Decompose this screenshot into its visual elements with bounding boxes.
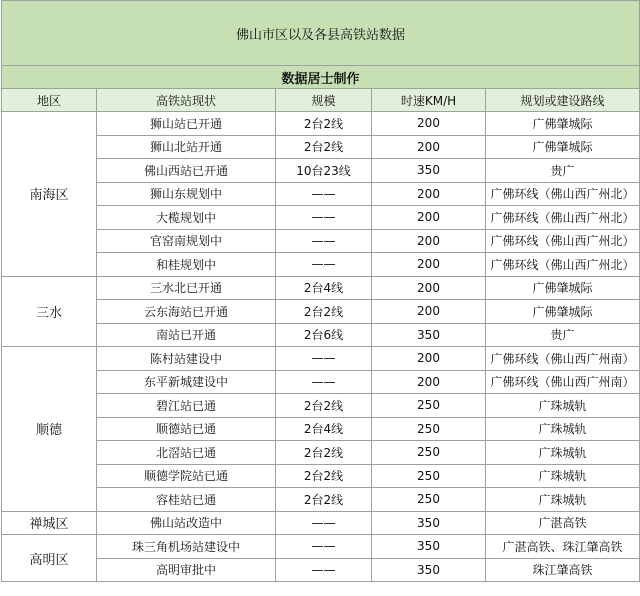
scale-cell: 2台2线 — [276, 135, 372, 159]
scale-cell: —— — [276, 206, 372, 230]
station-cell: 和桂规划中 — [97, 253, 276, 277]
route-cell: 广珠城轨 — [486, 417, 640, 441]
header-row — [2, 89, 640, 112]
speed-cell: 350 — [372, 159, 486, 183]
speed-cell: 250 — [372, 417, 486, 441]
station-cell: 狮山站已开通 — [97, 112, 276, 136]
scale-cell: —— — [276, 253, 372, 277]
table-row — [2, 253, 640, 277]
table-subtitle: 数据居士制作 — [2, 66, 640, 89]
route-cell: 广湛高铁 — [486, 511, 640, 535]
speed-cell: 200 — [372, 253, 486, 277]
table-row — [2, 135, 640, 159]
speed-cell: 200 — [372, 135, 486, 159]
scale-cell: 2台4线 — [276, 276, 372, 300]
table-row — [2, 441, 640, 465]
station-cell: 顺德学院站已通 — [97, 464, 276, 488]
district-cell: 高明区 — [2, 535, 97, 582]
scale-cell: —— — [276, 535, 372, 559]
table-title: 佛山市区以及各县高铁站数据 — [2, 1, 640, 66]
speed-cell: 250 — [372, 464, 486, 488]
speed-cell: 350 — [372, 511, 486, 535]
table-row — [2, 347, 640, 371]
route-cell: 广湛高铁、珠江肇高铁 — [486, 535, 640, 559]
route-cell: 贵广 — [486, 159, 640, 183]
scale-cell: 2台2线 — [276, 441, 372, 465]
scale-cell: 2台6线 — [276, 323, 372, 347]
header-route: 规划或建设路线 — [486, 89, 640, 112]
station-cell: 碧江站已通 — [97, 394, 276, 418]
speed-cell: 350 — [372, 535, 486, 559]
speed-cell: 250 — [372, 488, 486, 512]
station-cell: 官窑南规划中 — [97, 229, 276, 253]
scale-cell: —— — [276, 511, 372, 535]
station-cell: 顺德站已通 — [97, 417, 276, 441]
speed-cell: 200 — [372, 300, 486, 324]
speed-cell: 200 — [372, 229, 486, 253]
route-cell: 广佛环线（佛山西广州北） — [486, 206, 640, 230]
speed-cell: 350 — [372, 558, 486, 582]
scale-cell: 10台23线 — [276, 159, 372, 183]
table-row — [2, 417, 640, 441]
station-cell: 狮山东规划中 — [97, 182, 276, 206]
table-row — [2, 112, 640, 136]
station-cell: 大榄规划中 — [97, 206, 276, 230]
table-row — [2, 511, 640, 535]
speed-cell: 200 — [372, 206, 486, 230]
table-row — [2, 370, 640, 394]
scale-cell: 2台2线 — [276, 300, 372, 324]
station-cell: 容桂站已通 — [97, 488, 276, 512]
route-cell: 广佛环线（佛山西广州北） — [486, 229, 640, 253]
speed-cell: 250 — [372, 441, 486, 465]
table-row — [2, 558, 640, 582]
route-cell: 广珠城轨 — [486, 441, 640, 465]
scale-cell: —— — [276, 370, 372, 394]
speed-cell: 200 — [372, 370, 486, 394]
table-row — [2, 159, 640, 183]
rail-station-table — [1, 0, 640, 582]
route-cell: 广佛环线（佛山西广州北） — [486, 182, 640, 206]
header-station: 高铁站现状 — [97, 89, 276, 112]
scale-cell: —— — [276, 182, 372, 206]
scale-cell: —— — [276, 558, 372, 582]
table-row — [2, 182, 640, 206]
station-cell: 珠三角机场站建设中 — [97, 535, 276, 559]
route-cell: 广珠城轨 — [486, 488, 640, 512]
scale-cell: 2台4线 — [276, 417, 372, 441]
scale-cell: 2台2线 — [276, 112, 372, 136]
station-cell: 陈村站建设中 — [97, 347, 276, 371]
route-cell: 广珠城轨 — [486, 394, 640, 418]
route-cell: 广佛环线（佛山西广州南） — [486, 347, 640, 371]
station-cell: 云东海站已开通 — [97, 300, 276, 324]
route-cell: 广佛肇城际 — [486, 112, 640, 136]
district-cell: 顺德 — [2, 347, 97, 512]
scale-cell: 2台2线 — [276, 488, 372, 512]
table-row — [2, 276, 640, 300]
header-speed: 时速KM/H — [372, 89, 486, 112]
scale-cell: —— — [276, 229, 372, 253]
station-cell: 狮山北站开通 — [97, 135, 276, 159]
station-cell: 北滘站已通 — [97, 441, 276, 465]
scale-cell: 2台2线 — [276, 464, 372, 488]
station-cell: 高明审批中 — [97, 558, 276, 582]
route-cell: 广佛环线（佛山西广州南） — [486, 370, 640, 394]
route-cell: 广佛肇城际 — [486, 276, 640, 300]
scale-cell: —— — [276, 347, 372, 371]
route-cell: 贵广 — [486, 323, 640, 347]
scale-cell: 2台2线 — [276, 394, 372, 418]
district-cell: 南海区 — [2, 112, 97, 277]
station-cell: 东平新城建设中 — [97, 370, 276, 394]
speed-cell: 200 — [372, 112, 486, 136]
speed-cell: 200 — [372, 276, 486, 300]
route-cell: 广珠城轨 — [486, 464, 640, 488]
station-cell: 三水北已开通 — [97, 276, 276, 300]
route-cell: 广佛肇城际 — [486, 300, 640, 324]
route-cell: 珠江肇高铁 — [486, 558, 640, 582]
speed-cell: 200 — [372, 347, 486, 371]
speed-cell: 250 — [372, 394, 486, 418]
table-row — [2, 229, 640, 253]
speed-cell: 200 — [372, 182, 486, 206]
station-cell: 佛山西站已开通 — [97, 159, 276, 183]
table-row — [2, 464, 640, 488]
station-cell: 南站已开通 — [97, 323, 276, 347]
header-district: 地区 — [2, 89, 97, 112]
table-row — [2, 323, 640, 347]
table-row — [2, 488, 640, 512]
route-cell: 广佛环线（佛山西广州北） — [486, 253, 640, 277]
district-cell: 禅城区 — [2, 511, 97, 535]
route-cell: 广佛肇城际 — [486, 135, 640, 159]
table-row — [2, 206, 640, 230]
table-row — [2, 394, 640, 418]
district-cell: 三水 — [2, 276, 97, 347]
speed-cell: 350 — [372, 323, 486, 347]
table-row — [2, 300, 640, 324]
station-cell: 佛山站改造中 — [97, 511, 276, 535]
header-scale: 规模 — [276, 89, 372, 112]
table-row — [2, 535, 640, 559]
